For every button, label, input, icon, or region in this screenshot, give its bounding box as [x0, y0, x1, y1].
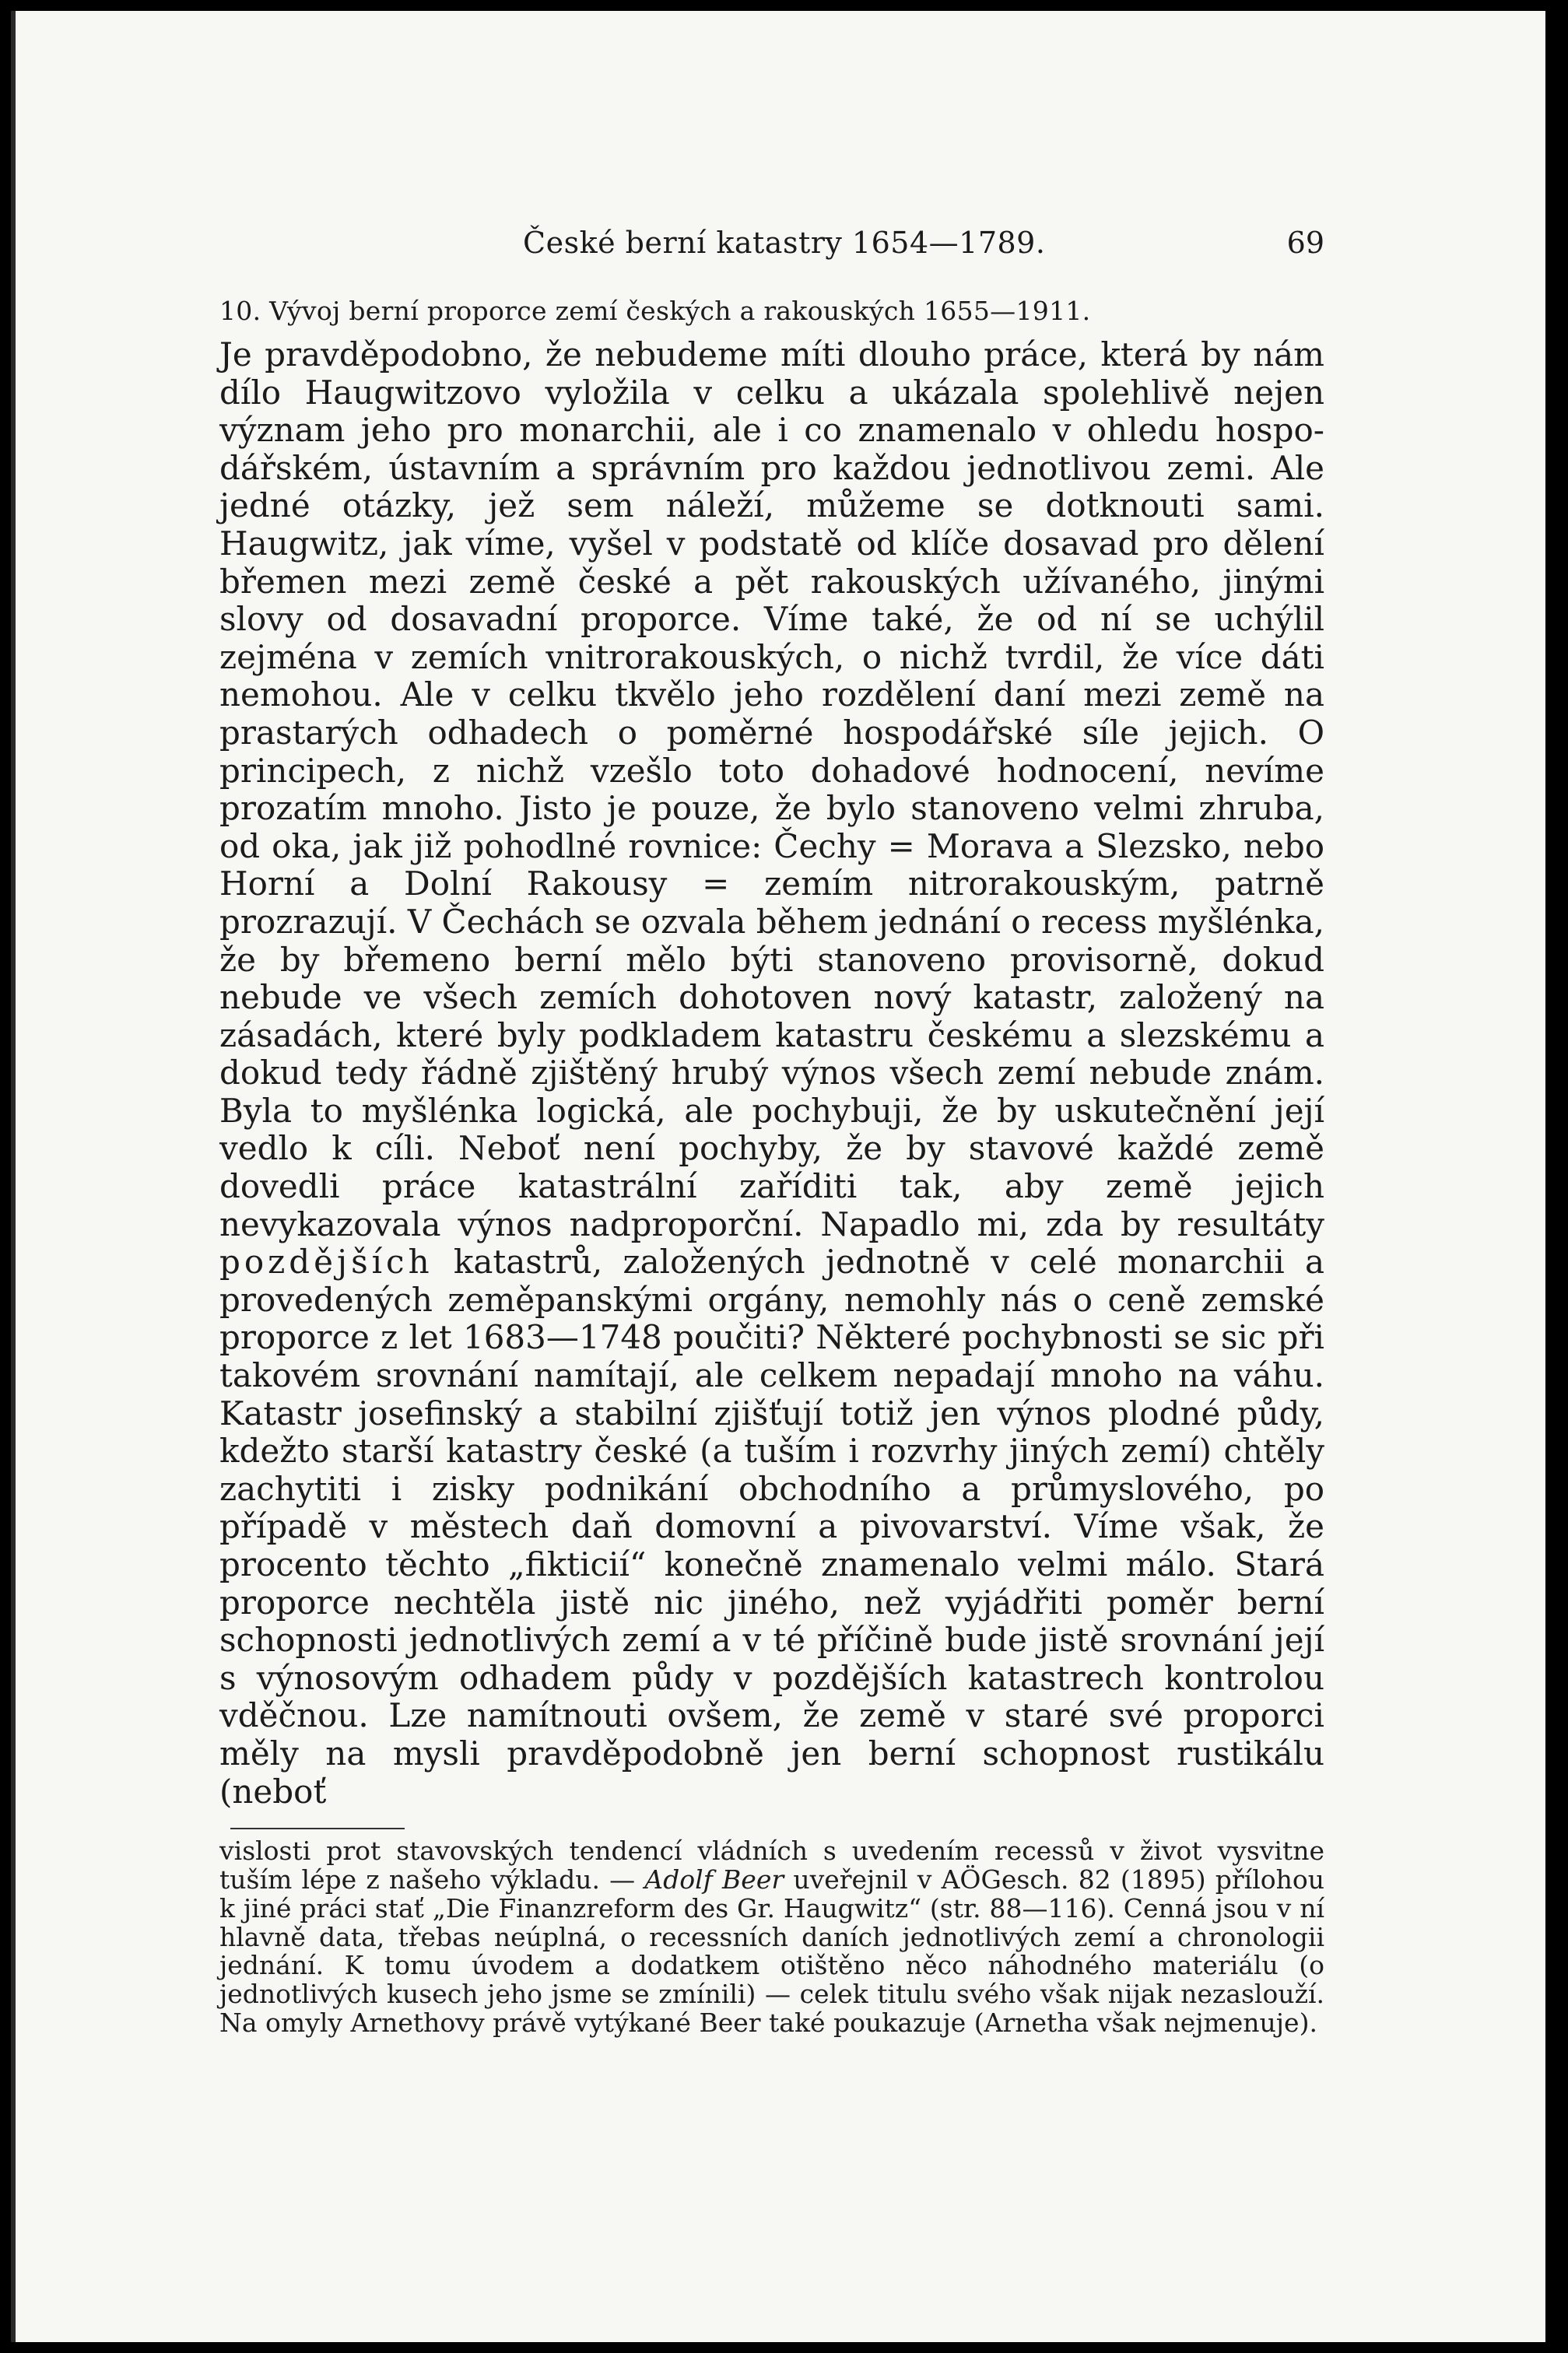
footnote: [219, 1837, 1324, 2038]
footnote-author: Adolf Beer: [644, 1864, 784, 1895]
page-content: [219, 215, 1324, 2038]
body-paragraph: [219, 336, 1324, 1811]
book-page: [11, 11, 1545, 2342]
footnote-divider: [230, 1828, 405, 1829]
body-text-part-2: katastrů, založených jednotně v celé monarchii a provedených zeměpanskými orgány, nemohly nás o ceně zemské proporce z let 1683—1748 poučiti? Některé pochybnosti se sic při takovém srovnání namítají, ale celkem nepadají mnoho na váhu. Katastr josefinský a stabilní zjišťují totiž jen výnos plodné půdy, kdežto starší katastry české (a tuším i rozvrhy jiných zemí) chtěly zachytiti i zisky podnikání obchodního a průmyslového, po případě v městech daň domovní a pivovarství. Víme však, že procento těchto „fikticií“ konečně znamenalo velmi málo. Stará proporce nechtěla jistě nic jiného, než vyjádřiti poměr berní schopnosti jednotlivých zemí a v té příčině bude jistě srovnání její s výnosovým odhadem půdy v pozdějších katastrech kontrolou vděčnou. Lze namítnouti ovšem, že země v staré své proporci měly na mysli pravděpodobně jen berní schopnost rustikálu (neboť: [219, 1243, 1324, 1811]
footnote-text-part-2: uveřejnil v AÖGesch. 82 (1895) přílohou k jiné práci stať „Die Finanzreform des Gr. Haugwitz“ (str. 88—116). Cenná jsou v ní hlavně data, třebas neúplná, o recessních daních jednotlivých zemí a chronologii jednání. K tomu úvodem a dodatkem otištěno něco náhodného materiálu (o jednotlivých kusech jeho jsme se zmínili) — celek titulu svého však nijak nezaslouží. Na omyly Arnethovy právě vytýkané Beer také poukazuje (Arnetha však nejmenuje).: [219, 1864, 1324, 2038]
spaced-emphasis-word: pozdějších: [219, 1243, 433, 1282]
page-number: 69: [1286, 226, 1324, 260]
footnote-text-part-1: vislosti prot stavovských tendencí vládních s uvedením recessů v život vysvitne tuším lépe z našeho výkladu. —: [219, 1836, 1324, 1895]
section-heading: 10. Vývoj berní proporce zemí českých a rakouských 1655—1911.: [219, 296, 1091, 326]
running-title: České berní katastry 1654—1789.: [523, 226, 1046, 260]
body-text-part-1: Je pravděpodobno, že nebudeme míti dlouho práce, která by nám dílo Haugwitzovo vyložila v celku a ukázala spolehlivě nejen význam jeho pro monarchii, ale i co znamenalo v ohledu hospodářském, ústavním a správním pro každou jednotlivou zemi. Ale jedné otázky, jež sem náleží, můžeme se dotknouti sami. Haugwitz, jak víme, vyšel v podstatě od klíče dosavad pro dělení břemen mezi země české a pět rakouských užívaného, jinými slovy od dosavadní proporce. Víme také, že od ní se uchýlil zejména v zemích vnitrorakouských, o nichž tvrdil, že více dáti nemohou. Ale v celku tkvělo jeho rozdělení daní mezi země na prastarých odhadech o poměrné hospodářské síle jejich. O principech, z nichž vzešlo toto dohadové hodnocení, nevíme prozatím mnoho. Jisto je pouze, že bylo stanoveno velmi zhruba, od oka, jak již pohodlné rovnice: Čechy = Morava a Slezsko, nebo Horní a Dolní Rakousy = zemím nitrorakouským, patrně prozrazují. V Čechách se ozvala během jednání o recess myšlénka, že by břemeno berní mělo býti stanoveno provisorně, dokud nebude ve všech zemích dohotoven nový katastr, založený na zásadách, které byly podkladem katastru českému a slezskému a dokud tedy řádně zjištěný hrubý výnos všech zemí nebude znám. Byla to myšlénka logická, ale pochybuji, že by uskutečnění její vedlo k cíli. Neboť není pochyby, že by stavové každé země dovedli práce katastrální zaříditi tak, aby země jejich nevykazovala výnos nadproporční. Napadlo mi, zda by resultáty: [219, 335, 1325, 1243]
running-head: [219, 215, 1324, 277]
page-binding-edge: [11, 11, 16, 2342]
